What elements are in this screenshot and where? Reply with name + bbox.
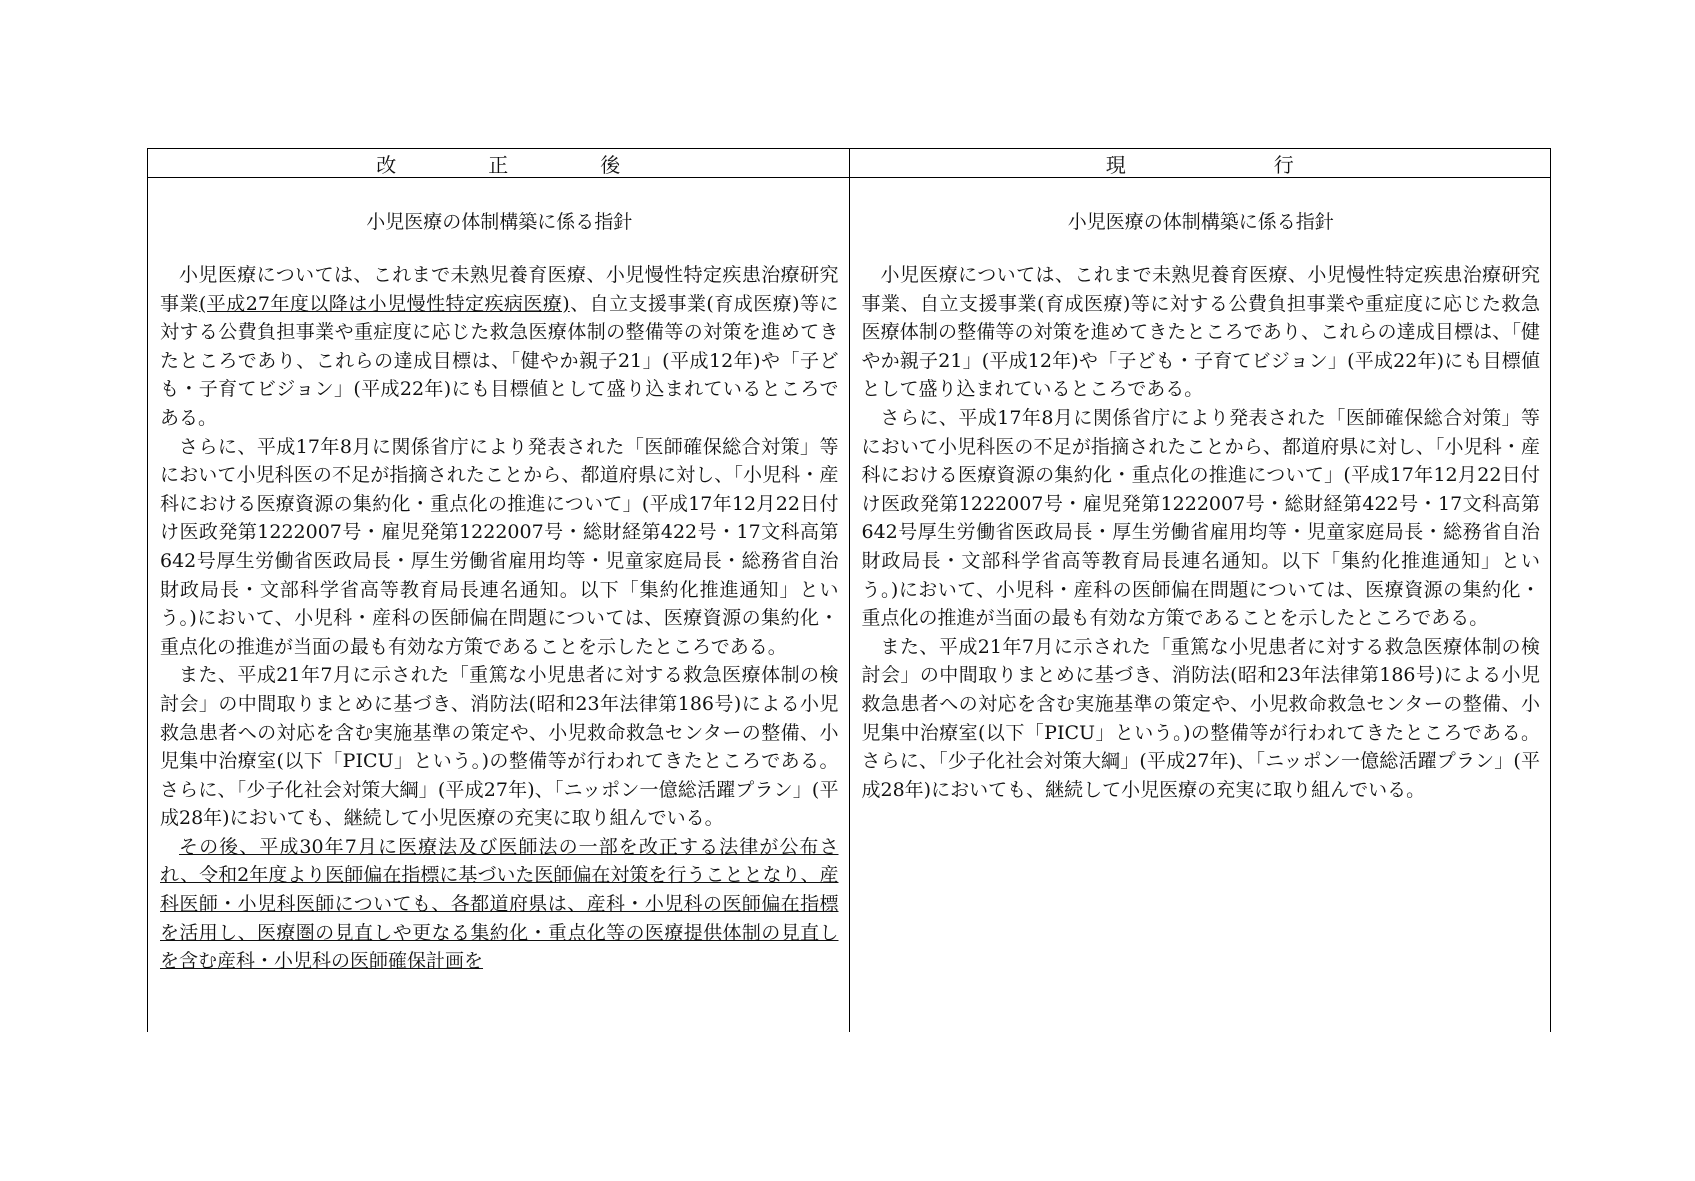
table-header-row <box>148 149 1550 178</box>
current-paragraph-2: さらに、平成17年8月に関係省庁により発表された「医師確保総合対策」等において小児科医の不足が指摘されたことから、都道府県に対し、「小児科・産科における医療資源の集約化・重点化の推進について」(平成17年12月22日付け医政発第1222007号・雇児発第1222007号・総財経第422号・17文科高第642号厚生労働省医政局長・厚生労働省雇用均等・児童家庭局長・総務省自治財政局長・文部科学省高等教育局長連名通知。以下「集約化推進通知」という。)において、小児科・産科の医師偏在問題については、医療資源の集約化・重点化の推進が当面の最も有効な方策であることを示したところである。 <box>861 406 1540 630</box>
header-revised: 改 正 後 <box>148 149 850 177</box>
comparison-table <box>147 148 1551 1032</box>
header-current: 現 行 <box>1105 152 1330 177</box>
current-paragraph-1: 小児医療については、これまで未熟児養育医療、小児慢性特定疾患治療研究事業、自立支援事業(育成医療)等に対する公費負担事業や重症度に応じた救急医療体制の整備等の対策を進めてきたところであり、これらの達成目標は、「健やか親子21」(平成12年)や「子ども・子育てビジョン」(平成22年)にも目標値として盛り込まれているところである。 <box>861 264 1540 401</box>
current-doc-title: 小児医療の体制構築に係る指針 <box>1067 211 1334 233</box>
revised-p1-underlined: (平成27年度以降は小児慢性特定疾病医療) <box>198 292 570 315</box>
revised-paragraph-4: その後、平成30年7月に医療法及び医師法の一部を改正する法律が公布され、令和2年度より医師偏在指標に基づいた医師偏在対策を行うこととなり、産科医師・小児科医師についても、各都道府県は、産科・小児科の医師偏在指標を活用し、医療圏の見直しや更なる集約化・重点化等の医療提供体制の見直しを含む産科・小児科の医師確保計画を <box>160 835 839 973</box>
table-body-row <box>148 178 1550 1032</box>
revised-paragraph-1 <box>160 261 839 433</box>
revised-paragraph-4-wrap <box>160 833 839 976</box>
revised-p1-text-a: 小児医療については、これまで未熟児養育医療、小児慢性特定疾患治療研究事業 <box>160 264 839 315</box>
current-column <box>850 178 1551 1032</box>
current-paragraph-3: また、平成21年7月に示された「重篤な小児患者に対する救急医療体制の検討会」の中間取りまとめに基づき、消防法(昭和23年法律第186号)による小児救急患者への対応を含む実施基準の策定や、小児救命救急センターの整備、小児集中治療室(以下「PICU」という。)の整備等が行われてきたところである。さらに、「少子化社会対策大綱」(平成27年)、「ニッポン一億総活躍プラン」(平成28年)においても、継続して小児医療の充実に取り組んでいる。 <box>861 635 1540 801</box>
revised-p1-text-b: 、自立支援事業(育成医療)等に対する公費負担事業や重症度に応じた救急医療体制の整備等の対策を進めてきたところであり、これらの達成目標は、「健やか親子21」(平成12年)や「子ども・子育てビジョン」(平成22年)にも目標値として盛り込まれているところである。 <box>160 292 839 429</box>
revised-paragraph-3: また、平成21年7月に示された「重篤な小児患者に対する救急医療体制の検討会」の中間取りまとめに基づき、消防法(昭和23年法律第186号)による小児救急患者への対応を含む実施基準の策定や、小児救命救急センターの整備、小児集中治療室(以下「PICU」という。)の整備等が行われてきたところである。さらに、「少子化社会対策大綱」(平成27年)、「ニッポン一億総活躍プラン」(平成28年)においても、継続して小児医療の充実に取り組んでいる。 <box>160 664 839 830</box>
revised-column <box>148 178 850 1032</box>
revised-doc-title: 小児医療の体制構築に係る指針 <box>366 211 633 233</box>
revised-paragraph-2: さらに、平成17年8月に関係省庁により発表された「医師確保総合対策」等において小児科医の不足が指摘されたことから、都道府県に対し、「小児科・産科における医療資源の集約化・重点化の推進について」(平成17年12月22日付け医政発第1222007号・雇児発第1222007号・総財経第422号・17文科高第642号厚生労働省医政局長・厚生労働省雇用均等・児童家庭局長・総務省自治財政局長・文部科学省高等教育局長連名通知。以下「集約化推進通知」という。)において、小児科・産科の医師偏在問題については、医療資源の集約化・重点化の推進が当面の最も有効な方策であることを示したところである。 <box>160 435 839 658</box>
